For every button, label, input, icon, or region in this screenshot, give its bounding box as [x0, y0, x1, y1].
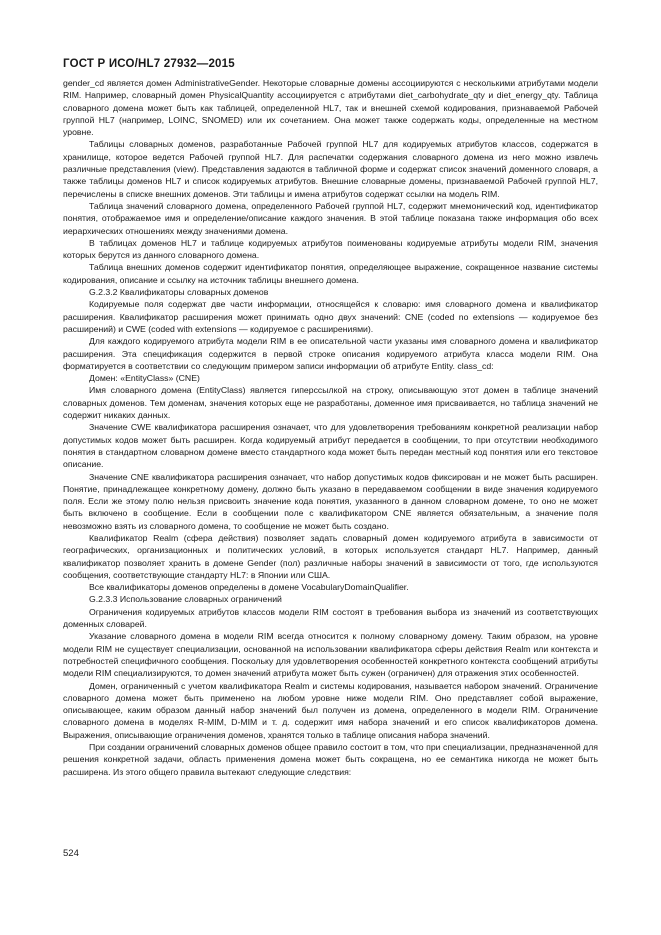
paragraph: Все квалификаторы доменов определены в домене VocabularyDomainQualifier. [89, 582, 409, 593]
paragraph: Таблица внешних доменов содержит идентификатор понятия, определяющее выражение, сокращенное название системы кодирования, описание и ссылку на источник таблицы внешнего домена. [63, 262, 598, 285]
page-number: 524 [63, 848, 79, 859]
paragraph: Имя словарного домена (EntityClass) является гиперссылкой на строку, описывающую этот домен в таблице значений словарных доменов. Тем доменам, значения которых еще не разработаны, доменное имя присваивается, но таблица значений не содержит никаких данных. [63, 385, 598, 421]
section-heading: G.2.3.2 Квалификаторы словарных доменов [89, 287, 269, 298]
paragraph: Кодируемые поля содержат две части информации, относящейся к словарю: имя словарного домена и квалификатор расширения. Квалификатор расширения может принимать одно двух значений: CNE (coded no extensions — кодируемое без расширений) и CWE (coded with extensions — кодируемое с расширениями). [63, 299, 598, 334]
paragraph: Значение CNE квалификатора расширения означает, что набор допустимых кодов фиксирован и не может быть расширен. Понятие, принадлежащее конкретному домену, должно быть указано в передаваемом сообщении в виде значения кодируемого поля. Если же этому полю нельзя присвоить значение кода понятия, указанного в данном словарном домене, то оно не может быть включено в сообщение. Если в сообщении поле с квалификатором CNE является обязательным, а значение поля невозможно взять из словарного домена, то сообщение не может быть создано. [63, 471, 598, 531]
paragraph: Таблица значений словарного домена, определенного Рабочей группой HL7, содержит мнемонический код, идентификатор понятия, отображаемое имя и определение/описание каждого значения. В этой таблице показана также информация обо всех иерархических отношениях между значениями домена. [63, 200, 598, 236]
paragraph: Значение CWE квалификатора расширения означает, что для удовлетворения требованиям конкретной реализации набор допустимых кодов может быть расширен. Когда кодируемый атрибут передается в сообщении, то при отсутствии необходимого понятия в стандартном словарном домене вместо стандартного кода может быть передан местный код понятия или его текстовое описание. [63, 422, 598, 470]
section-heading: G.2.3.3 Использование словарных ограничений [89, 594, 282, 605]
paragraph: Домен: «EntityClass» (CNE) [89, 373, 200, 384]
paragraph: Домен, ограниченный с учетом квалификатора Realm и системы кодирования, называется набором значений. Ограничение словарного домена может быть применено на любом уровне ниже модели RIM. Оно представляет собой выражение, описывающее, каким образом данный набор значений был получен из домена, определенного в модели RIM. Ограничение словарного домена в моделях R-MIM, D-MIM и т. д. содержит имя набора значений и его список квалификаторов домена. Выражения, описывающие ограничения доменов, хранятся только в таблице описания набора значений. [63, 680, 598, 740]
paragraph: При создании ограничений словарных доменов общее правило состоит в том, что при специализации, предназначенной для решения конкретной задачи, область применения домена может быть сокращена, но ее семантика никогда не может быть расширена. Из этого общего правила вытекают следующие следствия: [63, 742, 598, 777]
paragraph: Для каждого кодируемого атрибута модели RIM в ее описательной части указаны имя словарного домена и квалификатор расширения. Эта спецификация содержится в первой строке описания кодируемого атрибута класса модели RIM. Она форматируется в соответствии со следующим примером записи информации об атрибуте Entity. class_cd: [63, 336, 598, 371]
document-header: ГОСТ Р ИСО/HL7 27932—2015 [63, 58, 235, 70]
document-body [63, 77, 598, 778]
paragraph: Ограничения кодируемых атрибутов классов модели RIM состоят в требования выбора из значений из соответствующих доменных словарей. [63, 606, 598, 630]
paragraph: Указание словарного домена в модели RIM всегда относится к полному словарному домену. Таким образом, на уровне модели RIM не существует специализации, основанной на использовании квалификатора сферы действия Realm или контекста и потребностей специфичного сообщения. Поскольку для удовлетворения особенностей конкретного контекста сообщений атрибуты модели RIM специализируются, то домен значений атрибута может быть сужен (ограничен) для отражения этих особенностей. [63, 631, 598, 679]
paragraph: Таблицы словарных доменов, разработанные Рабочей группой HL7 для кодируемых атрибутов классов, содержатся в хранилище, которое ведется Рабочей группой HL7. Для распечатки содержания словарного домена из него можно извлечь различные представления (view). Представления задаются в табличной форме и содержат список значений доменного словаря, а также таблицы доменов HL7 и список кодируемых атрибутов. Внешние словарные домены, признаваемой Рабочей группой HL7, перечислены в списке внешних доменов. Эти таблицы и имена атрибутов содержат ссылки на модель RIM. [63, 139, 598, 199]
paragraph: Квалификатор Realm (сфера действия) позволяет задать словарный домен кодируемого атрибута в зависимости от географических, организационных и политических условий, в которых используется стандарт HL7. Например, данный квалификатор позволяет хранить в домене Gender (пол) различные наборы значений в зависимости от того, где используются сообщения, соответствующие стандарту HL7: в Японии или США. [63, 532, 598, 580]
paragraph: В таблицах доменов HL7 и таблице кодируемых атрибутов поименованы кодируемые атрибуты модели RIM, значения которых берутся из данного словарного домена. [63, 237, 598, 261]
paragraph: gender_cd является домен AdministrativeGender. Некоторые словарные домены ассоциируются с несколькими атрибутами модели RIM. Например, словарный домен PhysicalQuantity ассоциируется с атрибутами diet_carbohydrate_qty и diet_energy_qty. Таблица словарного домена может быть как таблицей, определенной HL7, так и внешней схемой кодирования, признаваемой Рабочей группой HL7 (например, LOINC, SNOMED) или их сочетанием. Она может также содержать коды, определенные на местном уровне. [63, 78, 598, 138]
